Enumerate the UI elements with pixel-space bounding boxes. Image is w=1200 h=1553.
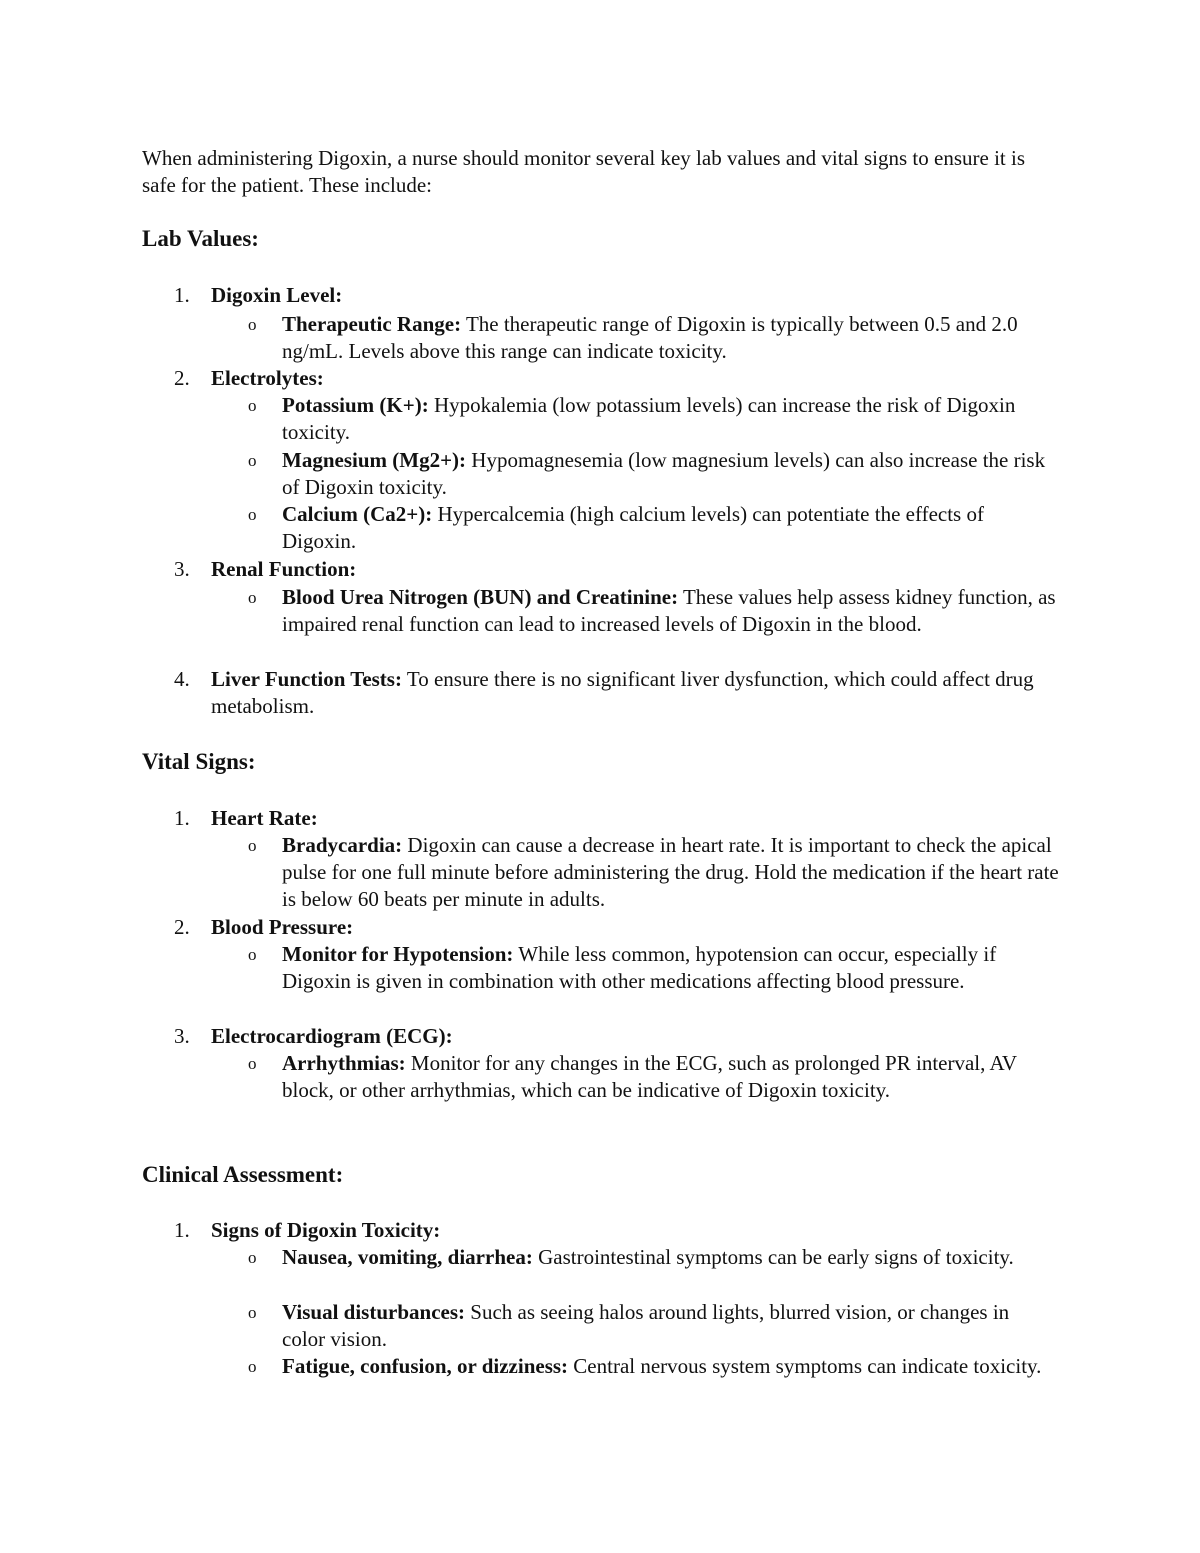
sub-item-arrhythmias (282, 1050, 1042, 1104)
sub-item-title: Visual disturbances: (282, 1300, 466, 1324)
list-number: 2. (174, 915, 190, 939)
sub-item-visual-disturbances (282, 1299, 1012, 1353)
list-item-ecg (211, 1023, 1071, 1050)
sub-item-title: Calcium (Ca2+): (282, 502, 433, 526)
sub-item-text: Gastrointestinal symptoms can be early signs of toxicity. (532, 1245, 1014, 1269)
clinical-assessment-heading: Clinical Assessment: (142, 1162, 344, 1187)
bullet-icon: o (248, 451, 257, 470)
item-title: Liver Function Tests: (211, 667, 402, 691)
bullet-icon: o (248, 315, 257, 334)
lab-values-heading: Lab Values: (142, 226, 259, 251)
item-title: Electrolytes: (211, 366, 324, 390)
sub-item-bun-creatinine (282, 584, 1062, 638)
sub-item-magnesium (282, 447, 1062, 501)
bullet-icon: o (248, 1054, 257, 1073)
intro-paragraph: When administering Digoxin, a nurse should monitor several key lab values and vital signs to ensure it is safe for the patient. These include: (142, 146, 1025, 197)
bullet-icon: o (248, 1303, 257, 1322)
sub-item-text: While less common, hypotension can occur, especially if Digoxin is given in combination with other medications affecting blood pressure. (282, 942, 997, 993)
item-title: Digoxin Level: (211, 283, 343, 307)
sub-item-text: The therapeutic range of Digoxin is typically between 0.5 and 2.0 ng/mL. Levels above this range can indicate toxicity. (282, 312, 1018, 363)
list-item-liver-function (211, 666, 1041, 720)
sub-item-title: Monitor for Hypotension: (282, 942, 514, 966)
sub-item-text: Digoxin can cause a decrease in heart rate. It is important to check the apical pulse for one full minute before administering the drug. Hold the medication if the heart rate is below 60 beats per minute in adults. (282, 833, 1059, 911)
list-number: 3. (174, 1024, 190, 1048)
sub-item-text: Hypomagnesemia (low magnesium levels) can also increase the risk of Digoxin toxicity. (282, 448, 1046, 499)
item-title: Blood Pressure: (211, 915, 354, 939)
list-item-heart-rate (211, 805, 1071, 832)
list-item-electrolytes (211, 365, 1071, 392)
list-number: 1. (174, 283, 190, 307)
item-text: To ensure there is no significant liver dysfunction, which could affect drug metabolism. (211, 667, 1034, 718)
sub-item-title: Arrhythmias: (282, 1051, 406, 1075)
sub-item-title: Fatigue, confusion, or dizziness: (282, 1354, 569, 1378)
bullet-icon: o (248, 588, 257, 607)
sub-item-title: Blood Urea Nitrogen (BUN) and Creatinine: (282, 585, 679, 609)
bullet-icon: o (248, 505, 257, 524)
item-title: Renal Function: (211, 557, 357, 581)
sub-item-therapeutic-range (282, 311, 1062, 365)
item-title: Heart Rate: (211, 806, 318, 830)
sub-item-title: Nausea, vomiting, diarrhea: (282, 1245, 533, 1269)
list-item-digoxin-toxicity (211, 1217, 1071, 1244)
list-number: 1. (174, 1218, 190, 1242)
sub-item-title: Potassium (K+): (282, 393, 429, 417)
sub-item-text: Central nervous system symptoms can indicate toxicity. (568, 1354, 1042, 1378)
list-number: 4. (174, 667, 190, 691)
sub-item-potassium (282, 392, 1062, 446)
item-title: Signs of Digoxin Toxicity: (211, 1218, 441, 1242)
list-item-digoxin-level (211, 282, 1071, 309)
sub-item-text: Hypokalemia (low potassium levels) can increase the risk of Digoxin toxicity. (282, 393, 1016, 444)
list-item-renal-function (211, 556, 1071, 583)
item-title: Electrocardiogram (ECG): (211, 1024, 453, 1048)
bullet-icon: o (248, 945, 257, 964)
sub-item-gastrointestinal (282, 1244, 1042, 1271)
bullet-icon: o (248, 1248, 257, 1267)
list-item-blood-pressure (211, 914, 1071, 941)
bullet-icon: o (248, 836, 257, 855)
list-number: 1. (174, 806, 190, 830)
sub-item-bradycardia (282, 832, 1062, 913)
sub-item-text: Monitor for any changes in the ECG, such as prolonged PR interval, AV block, or other arrhythmias, which can be indicative of Digoxin toxicity. (282, 1051, 1017, 1102)
list-number: 2. (174, 366, 190, 390)
sub-item-text: Hypercalcemia (high calcium levels) can potentiate the effects of Digoxin. (282, 502, 984, 553)
vital-signs-heading: Vital Signs: (142, 749, 256, 774)
sub-item-cns-symptoms (282, 1353, 1062, 1380)
sub-item-hypotension (282, 941, 1042, 995)
sub-item-text: Such as seeing halos around lights, blurred vision, or changes in color vision. (282, 1300, 1010, 1351)
sub-item-text: These values help assess kidney function, as impaired renal function can lead to increased levels of Digoxin in the blood. (282, 585, 1056, 636)
sub-item-title: Therapeutic Range: (282, 312, 462, 336)
sub-item-title: Bradycardia: (282, 833, 403, 857)
bullet-icon: o (248, 396, 257, 415)
bullet-icon: o (248, 1357, 257, 1376)
sub-item-calcium (282, 501, 1062, 555)
sub-item-title: Magnesium (Mg2+): (282, 448, 467, 472)
list-number: 3. (174, 557, 190, 581)
